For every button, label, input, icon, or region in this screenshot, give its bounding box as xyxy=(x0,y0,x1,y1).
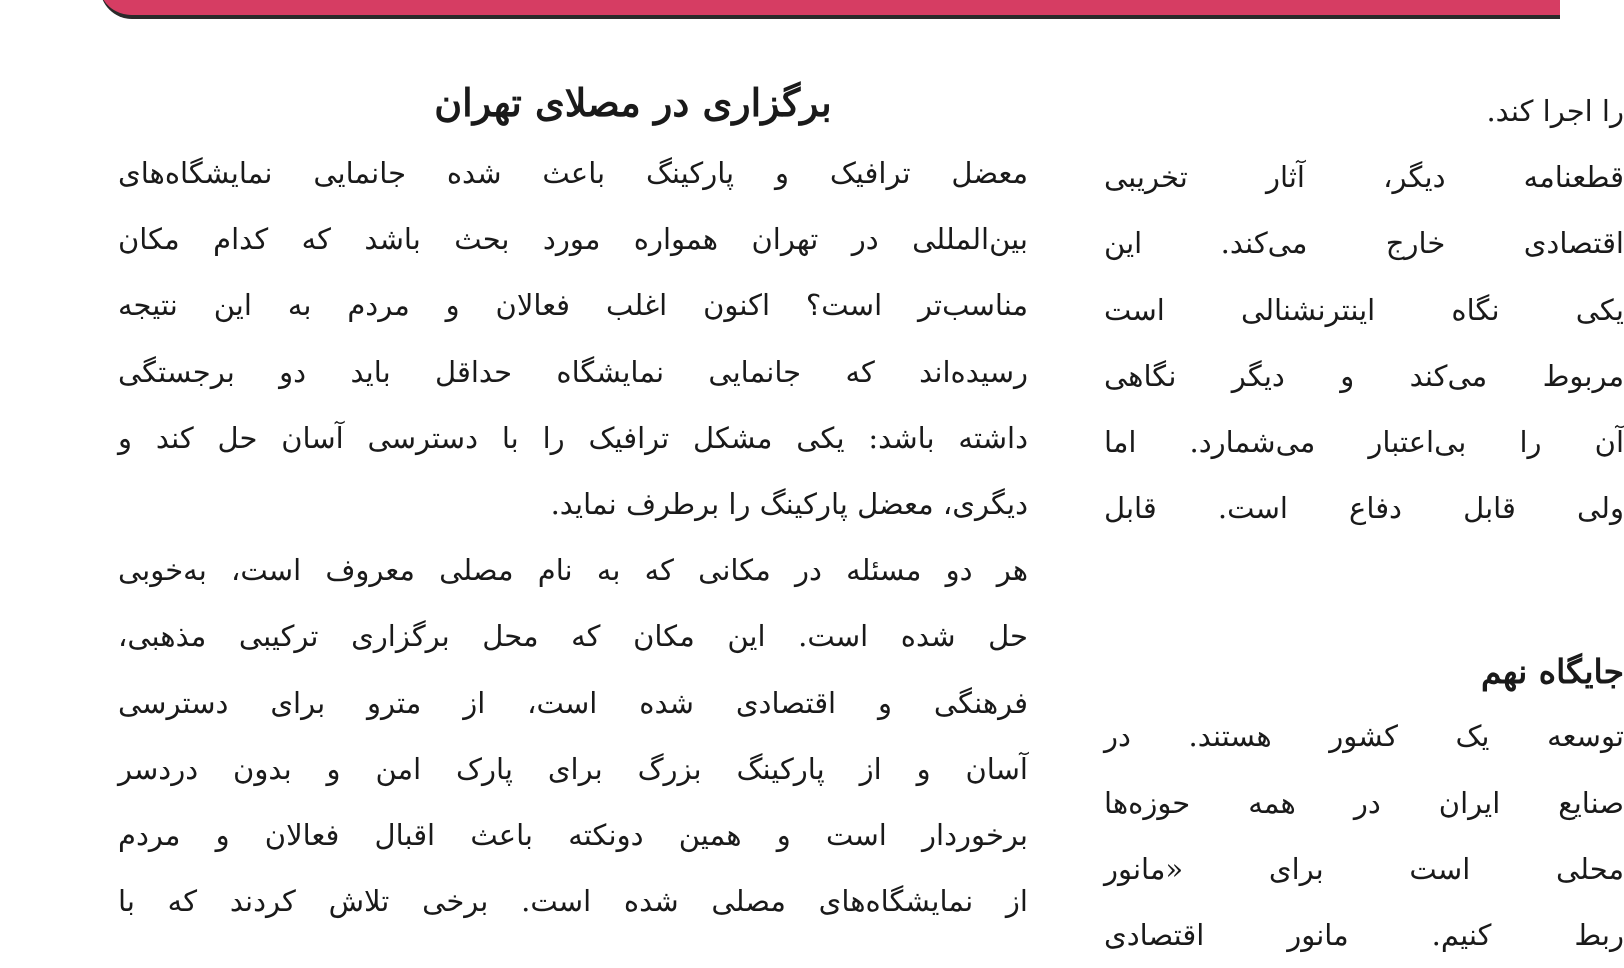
text-line: معضل ترافیک و پارکینگ باعث شده جانمایی نمایشگاه‌های xyxy=(118,156,1028,190)
text-line: برخوردار است و همین دونکته باعث اقبال فعالان و مردم xyxy=(118,817,1028,852)
text-line: آن را بی‌اعتبار می‌شمارد. اما xyxy=(1104,424,1624,459)
text-line: مربوط می‌کند و دیگر نگاهی xyxy=(1104,358,1624,393)
header-accent-band xyxy=(100,0,1560,19)
text-line: محلی است برای «مانور xyxy=(1104,851,1624,886)
text-line: دیگری، معضل پارکینگ را برطرف نماید. xyxy=(550,486,1028,521)
text-line: فرهنگی و اقتصادی شده است، از مترو برای دسترسی xyxy=(118,685,1028,720)
text-line: رسیده‌اند که جانمایی نمایشگاه حداقل باید دو برجستگی xyxy=(118,354,1028,389)
text-line: آسان و از پارکینگ بزرگ برای پارک امن و بدون دردسر xyxy=(118,751,1028,786)
side-article xyxy=(1104,78,1624,968)
text-line: داشته باشد: یکی مشکل ترافیک را با دسترسی آسان حل کند و xyxy=(118,420,1028,455)
text-line: بین‌المللی در تهران همواره مورد بحث باشد که کدام مکان xyxy=(118,222,1028,257)
main-article xyxy=(118,78,1028,934)
article-paragraph-2 xyxy=(118,537,1028,934)
text-line: اقتصادی خارج می‌کند. این xyxy=(1104,226,1624,261)
text-line: حل شده است. این مکان که محل برگزاری ترکیبی مذهبی، xyxy=(118,619,1028,654)
text-line: یکی نگاه اینترنشنالی است xyxy=(1104,292,1624,327)
text-line: ولی قابل دفاع است. قابل xyxy=(1104,491,1624,526)
side-subheading: جایگاه نهم xyxy=(1480,652,1624,692)
text-line: صنایع ایران در همه حوزه‌ها xyxy=(1104,785,1624,820)
article-headline: برگزاری در مصلای تهران xyxy=(434,80,832,125)
text-line: مناسب‌تر است؟ اکنون اغلب فعالان و مردم به این نتیجه xyxy=(118,288,1028,323)
text-line: ربط کنیم. مانور اقتصادی xyxy=(1104,917,1624,952)
text-line: توسعه یک کشور هستند. در xyxy=(1104,719,1624,754)
article-paragraph-1 xyxy=(118,140,1028,537)
text-line: را اجرا کند. xyxy=(1486,94,1624,128)
text-line: از نمایشگاه‌های مصلی شده است. برخی تلاش کردند که با xyxy=(118,884,1028,919)
text-line: قطعنامه دیگر، آثار تخریبی xyxy=(1104,160,1624,195)
text-line: هر دو مسئله در مکانی که به نام مصلی معروف است، به‌خوبی xyxy=(118,553,1028,588)
